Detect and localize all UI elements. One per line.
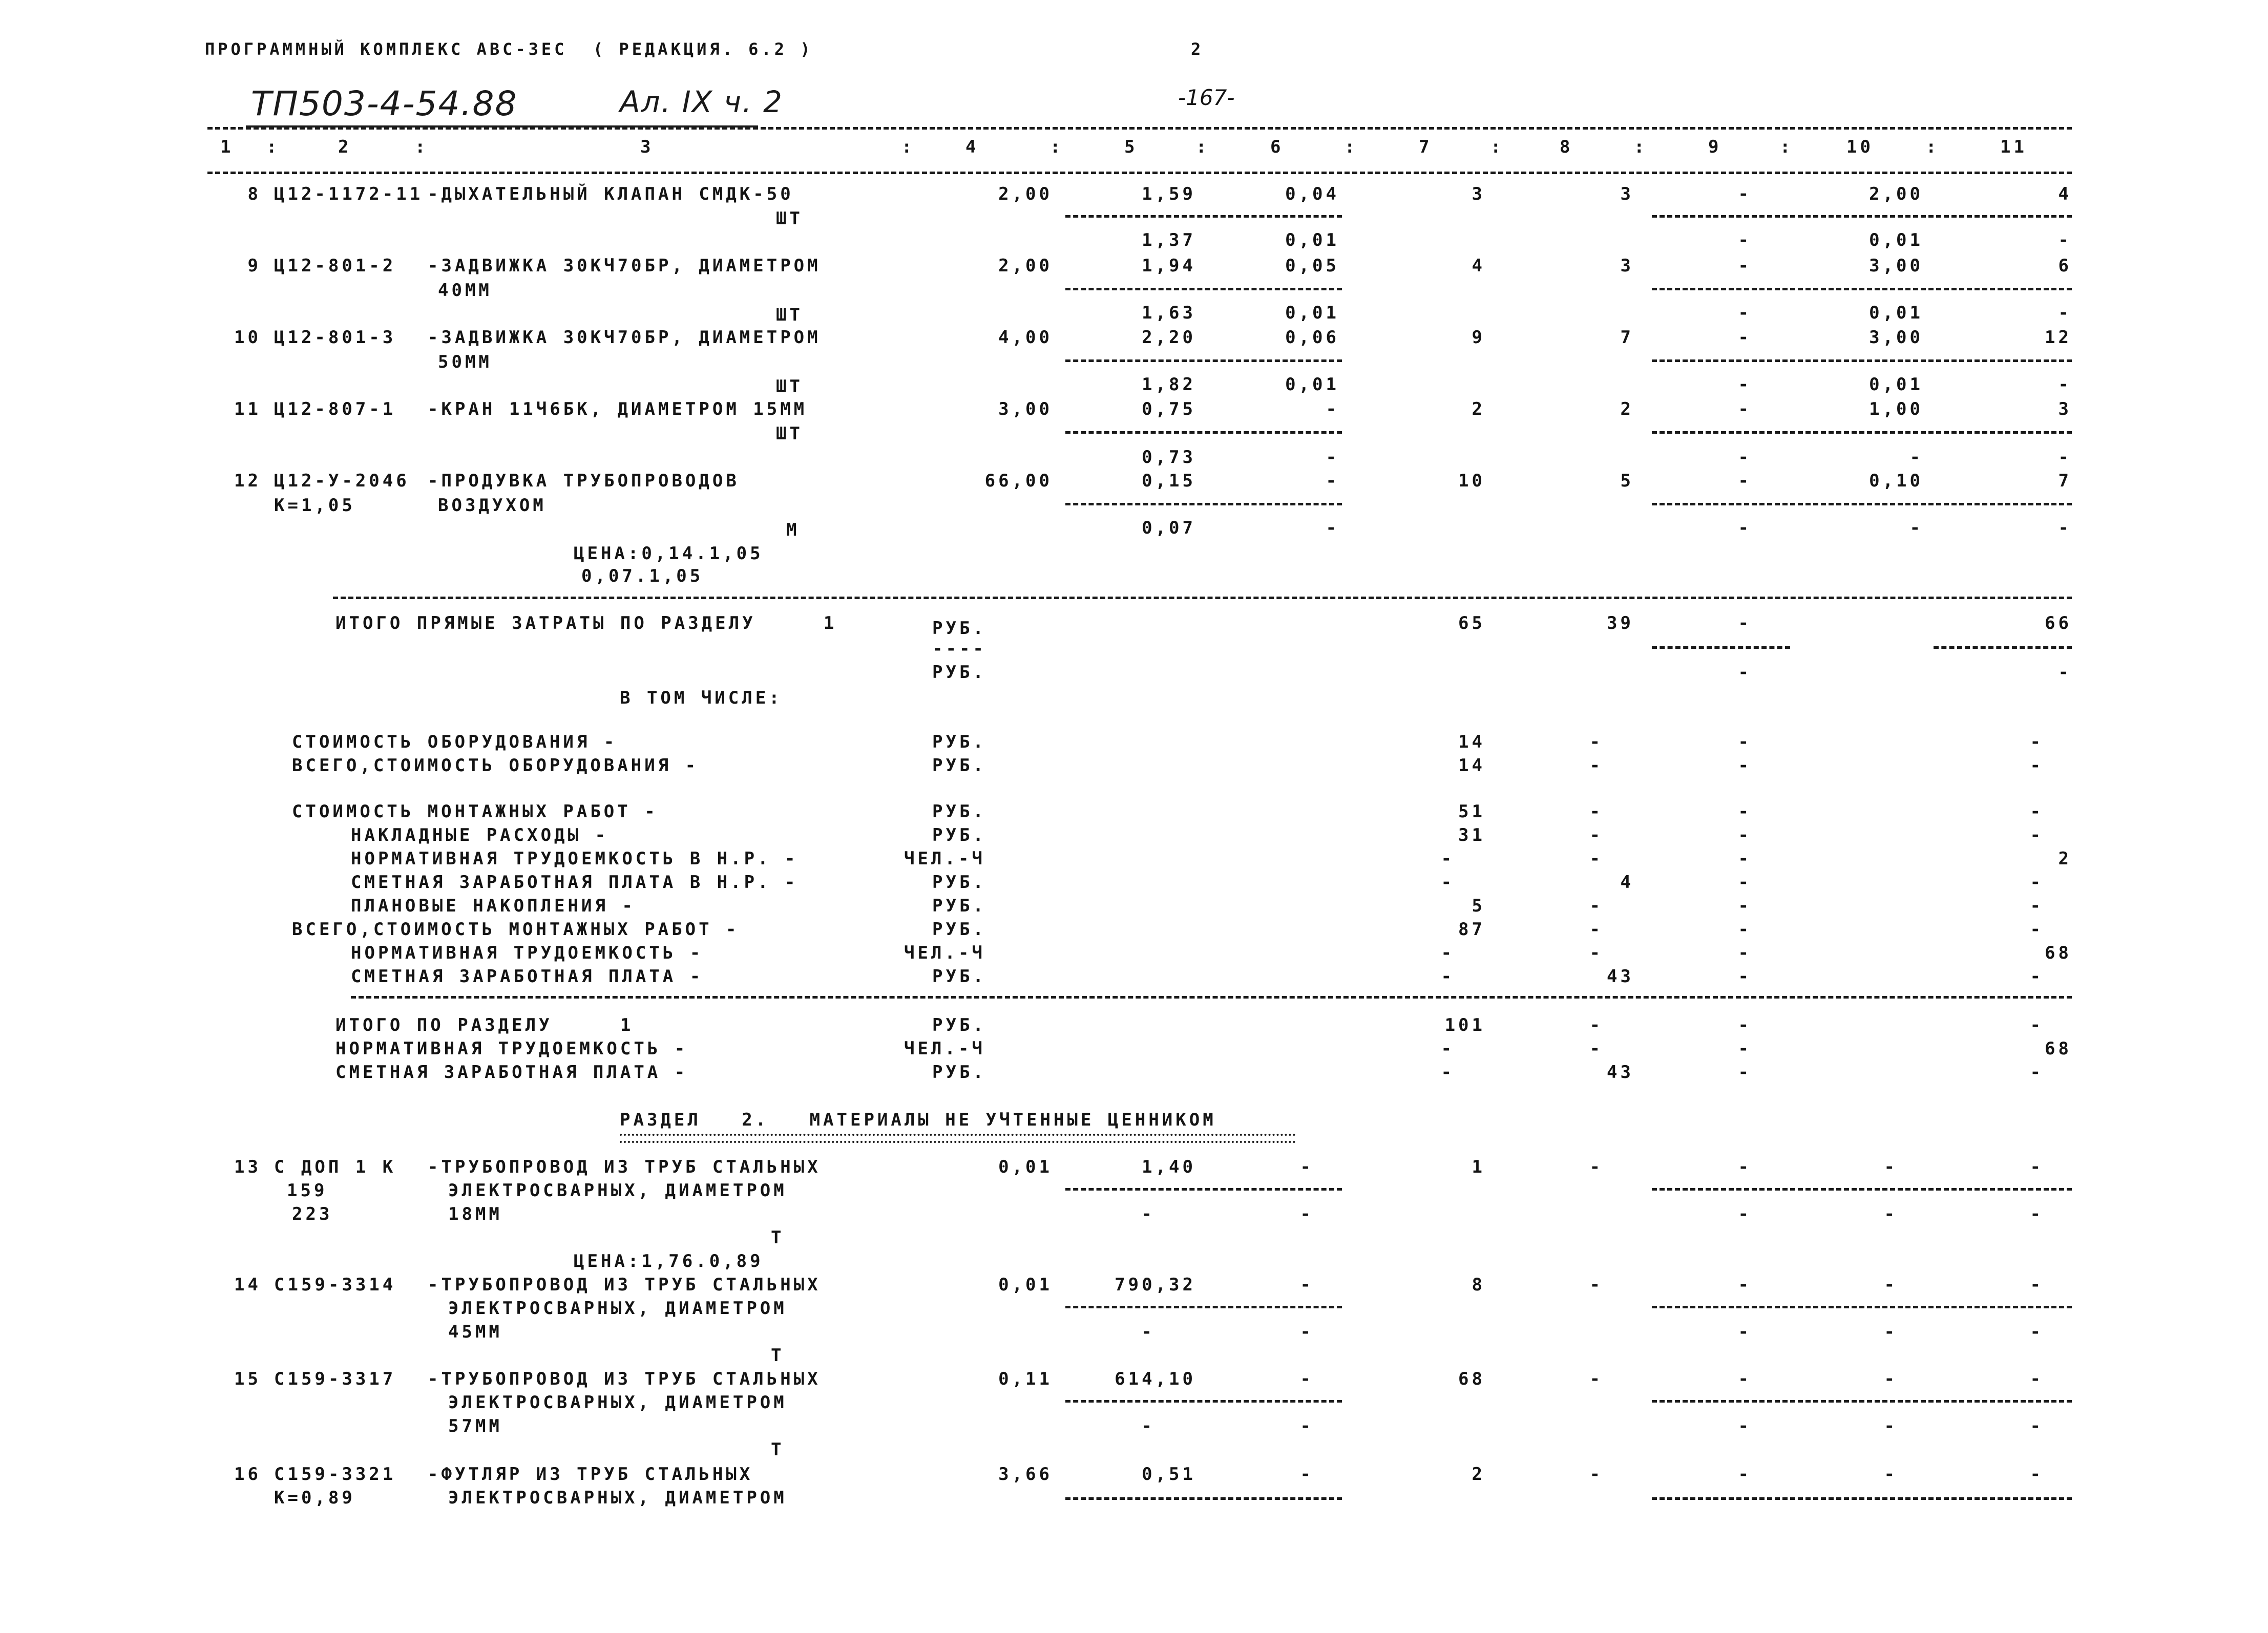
breakdown-unit: РУБ.	[932, 872, 986, 893]
row-col10: -	[1884, 1275, 1898, 1295]
row-description: -ЗАДВИЖКА 30КЧ70БР, ДИАМЕТРОМ	[428, 256, 821, 276]
row-col5: 0,51	[1142, 1464, 1196, 1484]
row-col11: -	[2030, 1464, 2044, 1484]
row-col10: 3,00	[1869, 327, 1923, 348]
row-col6: -	[1300, 1275, 1314, 1295]
breakdown-col9: -	[1738, 732, 1752, 752]
row-description-cont: ВОЗДУХОМ	[438, 495, 547, 516]
row-number: 11	[234, 399, 261, 419]
column-header-11: 11	[2000, 137, 2027, 157]
row-col9-sub: -	[1738, 447, 1752, 468]
row-col10-sub: -	[1884, 1416, 1898, 1436]
direct-costs-col8: 39	[1607, 613, 1634, 633]
column-header-7: 7	[1419, 137, 1433, 157]
row-col8: -	[1589, 1275, 1603, 1295]
direct-costs-col9: -	[1738, 613, 1752, 633]
row-col8: -	[1589, 1157, 1603, 1177]
row-code: С159-3317	[274, 1369, 396, 1389]
row-col10-sub: -	[1884, 1204, 1898, 1224]
document-code: ТП503-4-54.88	[251, 84, 518, 123]
row-unit: ШТ	[776, 423, 803, 444]
breakdown-label: СТОИМОСТЬ ОБОРУДОВАНИЯ -	[292, 732, 618, 752]
row-description: -ТРУБОПРОВОД ИЗ ТРУБ СТАЛЬНЫХ	[428, 1369, 821, 1389]
section-total-label: ИТОГО ПО РАЗДЕЛУ 1	[335, 1015, 634, 1035]
direct-costs-label: ИТОГО ПРЯМЫЕ ЗАТРАТЫ ПО РАЗДЕЛУ 1	[335, 613, 837, 633]
row-col11: 12	[2045, 327, 2072, 348]
row-col6: -	[1300, 1464, 1314, 1484]
row-col7: 1	[1472, 1157, 1485, 1177]
section-total-col11: -	[2030, 1062, 2044, 1083]
row-col9: -	[1738, 1369, 1752, 1389]
row-col10-sub: -	[1909, 447, 1923, 468]
row-col11: 3	[2058, 399, 2072, 419]
section-total-col9: -	[1738, 1038, 1752, 1059]
row-description-cont: ЭЛЕКТРОСВАРНЫХ, ДИАМЕТРОМ	[448, 1298, 787, 1319]
row-number: 10	[234, 327, 261, 348]
row-col6: -	[1326, 399, 1339, 419]
row-col10-sub: 0,01	[1869, 374, 1923, 395]
breakdown-col11: -	[2030, 919, 2044, 940]
row-col9: -	[1738, 184, 1752, 204]
row-col8: 2	[1620, 399, 1634, 419]
row-col11-sub: -	[2058, 447, 2072, 468]
section-total-unit: РУБ.	[932, 1062, 986, 1083]
breakdown-label: ВСЕГО,СТОИМОСТЬ ОБОРУДОВАНИЯ -	[292, 755, 699, 776]
breakdown-label: СТОИМОСТЬ МОНТАЖНЫХ РАБОТ -	[292, 801, 658, 822]
row-code: Ц12-1172-11	[274, 184, 424, 204]
row-col5: 790,32	[1115, 1275, 1196, 1295]
breakdown-col8: -	[1589, 896, 1603, 916]
row-description: -ЗАДВИЖКА 30КЧ70БР, ДИАМЕТРОМ	[428, 327, 821, 348]
breakdown-col8: -	[1589, 801, 1603, 822]
row-col10: -	[1884, 1369, 1898, 1389]
row-description-cont: 40ММ	[438, 280, 492, 301]
row-code: Ц12-807-1	[274, 399, 396, 419]
breakdown-col7: -	[1441, 849, 1455, 869]
section-total-unit: РУБ.	[932, 1015, 986, 1035]
breakdown-unit: ЧЕЛ.-Ч	[904, 849, 985, 869]
page-number: 2	[1191, 39, 1204, 59]
row-number: 16	[234, 1464, 261, 1484]
row-col11-sub: -	[2058, 230, 2072, 250]
section-total-col7: -	[1441, 1062, 1455, 1083]
column-header-10: 10	[1846, 137, 1874, 157]
row-col10-sub: 0,01	[1869, 230, 1923, 250]
row-col6-sub: -	[1300, 1204, 1314, 1224]
row-description-cont: ЭЛЕКТРОСВАРНЫХ, ДИАМЕТРОМ	[448, 1488, 787, 1508]
row-unit: ШТ	[776, 305, 803, 325]
breakdown-unit: ЧЕЛ.-Ч	[904, 943, 985, 963]
breakdown-unit: РУБ.	[932, 732, 986, 752]
row-col11-sub: -	[2058, 303, 2072, 323]
row-coefficient: К=1,05	[274, 495, 355, 516]
row-col5-sub: 0,73	[1142, 447, 1196, 468]
row-col10-sub: -	[1909, 518, 1923, 538]
direct-costs-unit: РУБ.	[932, 618, 986, 639]
row-number: 14	[234, 1275, 261, 1295]
column-header-8: 8	[1560, 137, 1573, 157]
row-col9-sub: -	[1738, 230, 1752, 250]
direct-costs-col11-sub: -	[2058, 662, 2072, 683]
row-number: 8	[247, 184, 261, 204]
row-col6: 0,04	[1285, 184, 1339, 204]
row-col6: -	[1300, 1369, 1314, 1389]
row-col9: -	[1738, 1157, 1752, 1177]
header-rule-top	[207, 127, 2072, 130]
row-description: -КРАН 11Ч6БК, ДИАМЕТРОМ 15ММ	[428, 399, 808, 419]
breakdown-col11: 2	[2058, 849, 2072, 869]
row-col6-sub: 0,01	[1285, 374, 1339, 395]
row-code: С159-3314	[274, 1275, 396, 1295]
row-col11-sub: -	[2030, 1416, 2044, 1436]
breakdown-col9: -	[1738, 801, 1752, 822]
row-col9-sub: -	[1738, 1416, 1752, 1436]
row-col6: -	[1300, 1157, 1314, 1177]
breakdown-col7: 14	[1458, 755, 1485, 776]
row-col10: 2,00	[1869, 184, 1923, 204]
breakdown-unit: РУБ.	[932, 801, 986, 822]
row-col5: 0,75	[1142, 399, 1196, 419]
sheet-number: -167-	[1178, 85, 1235, 110]
row-description: -ФУТЛЯР ИЗ ТРУБ СТАЛЬНЫХ	[428, 1464, 753, 1484]
row-col9: -	[1738, 399, 1752, 419]
breakdown-label: НОРМАТИВНАЯ ТРУДОЕМКОСТЬ -	[351, 943, 704, 963]
breakdown-col11: -	[2030, 825, 2044, 845]
section-total-col8: -	[1589, 1038, 1603, 1059]
breakdown-col11: -	[2030, 732, 2044, 752]
row-col11-sub: -	[2058, 374, 2072, 395]
row-col11-sub: -	[2030, 1204, 2044, 1224]
breakdown-col8: -	[1589, 732, 1603, 752]
breakdown-col8: 4	[1620, 872, 1634, 893]
breakdown-label: СМЕТНАЯ ЗАРАБОТНАЯ ПЛАТА В Н.Р. -	[351, 872, 799, 893]
row-col11: -	[2030, 1369, 2044, 1389]
row-col8: -	[1589, 1464, 1603, 1484]
column-header-6: 6	[1270, 137, 1284, 157]
breakdown-col11: -	[2030, 872, 2044, 893]
row-col9-sub: -	[1738, 518, 1752, 538]
row-unit: ШТ	[776, 376, 803, 397]
breakdown-col7: 31	[1458, 825, 1485, 845]
column-header-5: 5	[1124, 137, 1138, 157]
row-code: Ц12-801-2	[274, 256, 396, 276]
row-col7: 4	[1472, 256, 1485, 276]
row-number: 15	[234, 1369, 261, 1389]
row-code-line: 223	[292, 1204, 333, 1224]
section-total-col9: -	[1738, 1015, 1752, 1035]
section-total-label: НОРМАТИВНАЯ ТРУДОЕМКОСТЬ -	[335, 1038, 688, 1059]
row-col10: -	[1884, 1464, 1898, 1484]
breakdown-col11: -	[2030, 896, 2044, 916]
section-total-col8: 43	[1607, 1062, 1634, 1083]
row-col11: 4	[2058, 184, 2072, 204]
program-title: ПРОГРАММНЫЙ КОМПЛЕКС АВС-3ЕС ( РЕДАКЦИЯ. 6.2 )	[205, 39, 813, 59]
breakdown-col7: -	[1441, 872, 1455, 893]
row-col11-sub: -	[2030, 1322, 2044, 1342]
direct-costs-col7: 65	[1458, 613, 1485, 633]
row-col7: 2	[1472, 1464, 1485, 1484]
section-total-col11: 68	[2045, 1038, 2072, 1059]
column-header-1: 1	[220, 137, 234, 157]
breakdown-col7: 5	[1472, 896, 1485, 916]
row-col7: 68	[1458, 1369, 1485, 1389]
section-total-col9: -	[1738, 1062, 1752, 1083]
row-quantity: 0,01	[998, 1157, 1053, 1177]
row-col5-sub: 1,37	[1142, 230, 1196, 250]
section-rule	[333, 597, 2072, 599]
row-col8: 5	[1620, 471, 1634, 491]
direct-costs-col9-sub: -	[1738, 662, 1752, 683]
breakdown-col8: 43	[1607, 966, 1634, 987]
column-header-9: 9	[1708, 137, 1722, 157]
breakdown-col8: -	[1589, 755, 1603, 776]
section-2-title: РАЗДЕЛ 2. МАТЕРИАЛЫ НЕ УЧТЕННЫЕ ЦЕННИКОМ	[620, 1110, 1216, 1130]
breakdown-col7: -	[1441, 943, 1455, 963]
album-reference: Ал. IX ч. 2	[620, 84, 783, 119]
row-code: С ДОП 1 К	[274, 1157, 396, 1177]
row-col5: 1,59	[1142, 184, 1196, 204]
row-description-cont: 45ММ	[448, 1322, 502, 1342]
breakdown-col7: 51	[1458, 801, 1485, 822]
row-price-line: ЦЕНА:1,76.0,89	[574, 1251, 764, 1271]
row-description: -ДЫХАТЕЛЬНЫЙ КЛАПАН СМДК-50	[428, 184, 794, 204]
section-total-col7: 101	[1444, 1015, 1485, 1035]
row-code: С159-3321	[274, 1464, 396, 1484]
row-number: 9	[247, 256, 261, 276]
row-col10-sub: -	[1884, 1322, 1898, 1342]
breakdown-unit: РУБ.	[932, 966, 986, 987]
row-col6: -	[1326, 471, 1339, 491]
breakdown-label: НАКЛАДНЫЕ РАСХОДЫ -	[351, 825, 608, 845]
row-quantity: 66,00	[984, 471, 1053, 491]
row-col5: 2,20	[1142, 327, 1196, 348]
row-col7: 9	[1472, 327, 1485, 348]
breakdown-col7: -	[1441, 966, 1455, 987]
row-col9-sub: -	[1738, 1204, 1752, 1224]
breakdown-col8: -	[1589, 919, 1603, 940]
column-header-3: 3	[640, 137, 654, 157]
section-total-col11: -	[2030, 1015, 2044, 1035]
row-col5-sub: 1,82	[1142, 374, 1196, 395]
section-total-col7: -	[1441, 1038, 1455, 1059]
section-2-double-rule	[620, 1134, 1296, 1143]
row-description: -ПРОДУВКА ТРУБОПРОВОДОВ	[428, 471, 740, 491]
section-total-col8: -	[1589, 1015, 1603, 1035]
row-col9: -	[1738, 471, 1752, 491]
row-col5: 1,40	[1142, 1157, 1196, 1177]
row-col11-sub: -	[2058, 518, 2072, 538]
row-col8: -	[1589, 1369, 1603, 1389]
breakdown-label: НОРМАТИВНАЯ ТРУДОЕМКОСТЬ В Н.Р. -	[351, 849, 799, 869]
breakdown-unit: РУБ.	[932, 825, 986, 845]
direct-costs-unit-2: РУБ.	[932, 662, 986, 683]
row-col9: -	[1738, 256, 1752, 276]
row-unit: М	[786, 520, 800, 540]
row-price-line: 0,07.1,05	[581, 566, 704, 586]
column-header-4: 4	[965, 137, 979, 157]
header-rule-bottom	[207, 172, 2072, 174]
row-unit: ШТ	[776, 208, 803, 229]
row-description-cont: 18ММ	[448, 1204, 502, 1224]
breakdown-col9: -	[1738, 919, 1752, 940]
row-number: 12	[234, 471, 261, 491]
row-quantity: 2,00	[998, 184, 1053, 204]
row-col7: 3	[1472, 184, 1485, 204]
row-code: Ц12-У-2046	[274, 471, 410, 491]
row-col7: 10	[1458, 471, 1485, 491]
breakdown-label: ПЛАНОВЫЕ НАКОПЛЕНИЯ -	[351, 896, 636, 916]
row-col5-sub: -	[1141, 1322, 1155, 1342]
row-col5-sub: 0,07	[1142, 518, 1196, 538]
column-header-2: 2	[338, 137, 352, 157]
row-description: -ТРУБОПРОВОД ИЗ ТРУБ СТАЛЬНЫХ	[428, 1275, 821, 1295]
breakdown-col9: -	[1738, 825, 1752, 845]
breakdown-col11: -	[2030, 966, 2044, 987]
row-col6-sub: -	[1326, 447, 1339, 468]
row-col6-sub: 0,01	[1285, 230, 1339, 250]
row-col5: 0,15	[1142, 471, 1196, 491]
row-col10: -	[1884, 1157, 1898, 1177]
row-unit: Т	[771, 1439, 785, 1460]
row-unit: Т	[771, 1345, 785, 1366]
row-quantity: 0,11	[998, 1369, 1053, 1389]
row-quantity: 3,66	[998, 1464, 1053, 1484]
row-quantity: 0,01	[998, 1275, 1053, 1295]
row-coefficient: К=0,89	[274, 1488, 355, 1508]
row-price-line: ЦЕНА:0,14.1,05	[574, 543, 764, 564]
section-total-unit: ЧЕЛ.-Ч	[904, 1038, 985, 1059]
section-rule	[351, 996, 2072, 999]
breakdown-col9: -	[1738, 755, 1752, 776]
row-col9: -	[1738, 327, 1752, 348]
row-col8: 3	[1620, 184, 1634, 204]
breakdown-col8: -	[1589, 849, 1603, 869]
row-col10: 1,00	[1869, 399, 1923, 419]
row-col10-sub: 0,01	[1869, 303, 1923, 323]
breakdown-col11: -	[2030, 755, 2044, 776]
row-col5-sub: -	[1141, 1204, 1155, 1224]
row-description-cont: 57ММ	[448, 1416, 502, 1436]
row-col7: 8	[1472, 1275, 1485, 1295]
row-col5: 1,94	[1142, 256, 1196, 276]
row-col6-sub: -	[1300, 1416, 1314, 1436]
breakdown-col11: 68	[2045, 943, 2072, 963]
breakdown-col8: -	[1589, 943, 1603, 963]
direct-costs-col11: 66	[2045, 613, 2072, 633]
row-col6-sub: -	[1326, 518, 1339, 538]
row-col5-sub: 1,63	[1142, 303, 1196, 323]
row-col7: 2	[1472, 399, 1485, 419]
row-col11: -	[2030, 1157, 2044, 1177]
row-col5-sub: -	[1141, 1416, 1155, 1436]
row-description-cont: 50ММ	[438, 352, 492, 372]
row-col11: -	[2030, 1275, 2044, 1295]
row-quantity: 3,00	[998, 399, 1053, 419]
breakdown-unit: РУБ.	[932, 755, 986, 776]
including-label: В ТОМ ЧИСЛЕ:	[620, 688, 783, 708]
row-col9-sub: -	[1738, 1322, 1752, 1342]
breakdown-col7: 87	[1458, 919, 1485, 940]
row-col10: 0,10	[1869, 471, 1923, 491]
breakdown-col9: -	[1738, 943, 1752, 963]
row-col11: 7	[2058, 471, 2072, 491]
row-col9: -	[1738, 1464, 1752, 1484]
row-col5: 614,10	[1115, 1369, 1196, 1389]
section-total-label: СМЕТНАЯ ЗАРАБОТНАЯ ПЛАТА -	[335, 1062, 688, 1083]
row-col8: 3	[1620, 256, 1634, 276]
row-code-line: 159	[287, 1180, 328, 1201]
row-quantity: 4,00	[998, 327, 1053, 348]
row-quantity: 2,00	[998, 256, 1053, 276]
row-col9: -	[1738, 1275, 1752, 1295]
row-description: -ТРУБОПРОВОД ИЗ ТРУБ СТАЛЬНЫХ	[428, 1157, 821, 1177]
row-col6: 0,05	[1285, 256, 1339, 276]
breakdown-col8: -	[1589, 825, 1603, 845]
direct-costs-dash: ----	[932, 639, 986, 659]
row-col9-sub: -	[1738, 374, 1752, 395]
breakdown-col9: -	[1738, 849, 1752, 869]
row-col6: 0,06	[1285, 327, 1339, 348]
row-col6-sub: 0,01	[1285, 303, 1339, 323]
row-unit: Т	[771, 1227, 785, 1248]
row-code: Ц12-801-3	[274, 327, 396, 348]
breakdown-unit: РУБ.	[932, 896, 986, 916]
row-description-cont: ЭЛЕКТРОСВАРНЫХ, ДИАМЕТРОМ	[448, 1180, 787, 1201]
breakdown-col9: -	[1738, 896, 1752, 916]
row-col11: 6	[2058, 256, 2072, 276]
breakdown-col9: -	[1738, 872, 1752, 893]
row-col9-sub: -	[1738, 303, 1752, 323]
breakdown-col7: 14	[1458, 732, 1485, 752]
row-col6-sub: -	[1300, 1322, 1314, 1342]
row-col8: 7	[1620, 327, 1634, 348]
row-col10: 3,00	[1869, 256, 1923, 276]
breakdown-label: ВСЕГО,СТОИМОСТЬ МОНТАЖНЫХ РАБОТ -	[292, 919, 740, 940]
breakdown-label: СМЕТНАЯ ЗАРАБОТНАЯ ПЛАТА -	[351, 966, 704, 987]
row-number: 13	[234, 1157, 261, 1177]
breakdown-col11: -	[2030, 801, 2044, 822]
breakdown-unit: РУБ.	[932, 919, 986, 940]
row-description-cont: ЭЛЕКТРОСВАРНЫХ, ДИАМЕТРОМ	[448, 1392, 787, 1413]
breakdown-col9: -	[1738, 966, 1752, 987]
